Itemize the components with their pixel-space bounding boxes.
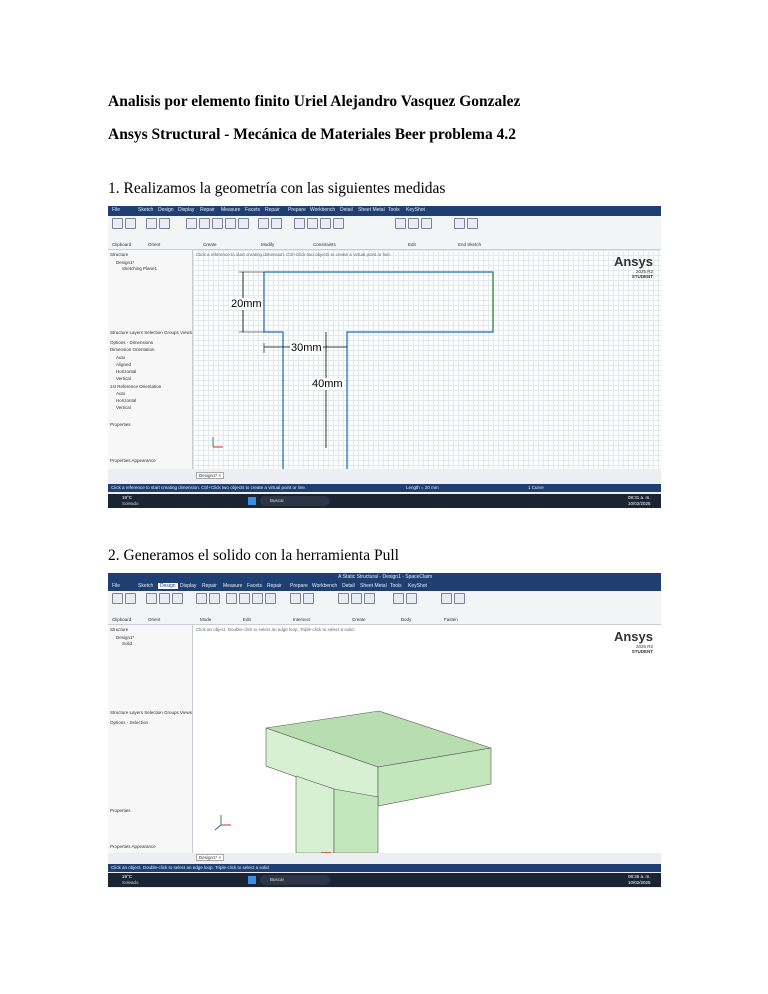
document-tab[interactable]: Design1* × xyxy=(196,472,224,479)
structure-header: Structure xyxy=(110,627,129,632)
ansys-logo-name: Ansys xyxy=(613,629,653,644)
axis-icon[interactable] xyxy=(351,593,362,604)
sketch-screenshot xyxy=(108,206,661,508)
solid-screenshot xyxy=(108,573,661,888)
cylinder-icon[interactable] xyxy=(406,593,417,604)
step-2-caption: 2. Generamos el solido con la herramienta Pull xyxy=(108,547,399,564)
tab-repair[interactable]: Repair xyxy=(202,583,217,589)
group-label-clipboard: Clipboard xyxy=(112,242,132,247)
copy-icon[interactable] xyxy=(125,593,136,604)
tab-tools[interactable]: Tools xyxy=(388,207,400,213)
home-icon[interactable] xyxy=(146,218,157,229)
home-icon[interactable] xyxy=(146,593,157,604)
left-panel xyxy=(108,250,193,469)
document-title: Analisis por elemento finito Uriel Alejandro Vasquez Gonzalez xyxy=(108,93,521,110)
step-1-caption: 1. Realizamos la geometría con las siguientes medidas xyxy=(108,180,446,197)
tree-item-design[interactable]: Design1* xyxy=(116,260,135,265)
group-label-create: Create xyxy=(203,242,217,247)
parallel-icon[interactable] xyxy=(307,218,318,229)
clipboard-tools[interactable] xyxy=(112,218,136,240)
group-label-orient: Orient xyxy=(148,617,161,622)
tab-file[interactable]: File xyxy=(112,583,121,589)
clock-time: 08:31 a. m. xyxy=(628,495,651,500)
document-subtitle: Ansys Structural - Mecánica de Materiales Beer problema 4.2 xyxy=(108,126,516,143)
option-1st-reference: 1st Reference Orientation xyxy=(110,384,162,389)
tab-prepare[interactable]: Prepare xyxy=(290,583,308,589)
title-and-tabs xyxy=(108,573,661,591)
clipboard-tools[interactable] xyxy=(112,593,136,615)
tab-display[interactable]: Display xyxy=(180,583,197,589)
taskbar-search-label: Buscar xyxy=(270,877,285,882)
group-label-create: Create xyxy=(352,617,366,622)
end-sketch-tools[interactable] xyxy=(454,218,478,240)
tab-measure[interactable]: Measure xyxy=(221,207,241,213)
left-panel xyxy=(108,625,193,853)
fasten-tools[interactable] xyxy=(441,593,465,615)
windows-taskbar xyxy=(108,494,661,508)
group-label-end-sketch: End Sketch xyxy=(458,242,482,247)
line-icon[interactable] xyxy=(186,218,197,229)
clock-time: 08:35 a. m. xyxy=(628,874,651,879)
checkmark-icon[interactable] xyxy=(467,218,478,229)
mode-tools[interactable] xyxy=(196,593,220,615)
tab-facets[interactable]: Facets xyxy=(247,583,263,589)
end-sketch-icon[interactable] xyxy=(454,218,465,229)
group-label-edit: Edit xyxy=(408,242,416,247)
weather-condition: Soleado xyxy=(122,501,139,506)
orient-tools[interactable] xyxy=(146,593,183,615)
sketch-canvas[interactable] xyxy=(193,250,661,469)
windows-taskbar xyxy=(108,873,661,887)
solid-fasten-icon[interactable] xyxy=(454,593,465,604)
tab-repair[interactable]: Repair xyxy=(200,207,215,213)
options-header: Options - Dimensions xyxy=(110,340,154,345)
option-auto[interactable]: Auto xyxy=(116,355,126,360)
tab-repair-2[interactable]: Repair xyxy=(267,583,282,589)
clock-date: 10/02/2025 xyxy=(628,880,651,885)
solid-mode-icon[interactable] xyxy=(209,593,220,604)
tab-repair-2[interactable]: Repair xyxy=(265,207,280,213)
web-side-face[interactable] xyxy=(334,789,378,853)
dimension-40mm[interactable]: 40mm xyxy=(312,378,343,390)
tab-display[interactable]: Display xyxy=(178,207,195,213)
tab-design[interactable]: Design xyxy=(160,583,176,589)
move-icon[interactable] xyxy=(421,218,432,229)
tab-sketch[interactable]: Sketch xyxy=(138,207,154,213)
group-label-body: Body xyxy=(401,617,412,622)
solid-model[interactable] xyxy=(193,625,661,853)
copy-icon[interactable] xyxy=(125,218,136,229)
tree-item-solid[interactable]: Solid xyxy=(122,641,133,646)
dimension-20mm[interactable]: 20mm xyxy=(231,298,262,310)
bottom-tabs[interactable]: Properties Appearance xyxy=(110,844,156,849)
tab-sketch[interactable]: Sketch xyxy=(138,583,154,589)
move-icon[interactable] xyxy=(252,593,263,604)
ansys-logo-version: 2025 R2 xyxy=(635,644,653,649)
dimension-icon[interactable] xyxy=(294,218,305,229)
properties-header: Properties xyxy=(110,808,131,813)
status-bar xyxy=(108,484,661,492)
tab-facets[interactable]: Facets xyxy=(245,207,261,213)
create-tools[interactable] xyxy=(186,218,249,240)
dimension-30mm[interactable]: 30mm xyxy=(291,342,322,354)
tab-sheet-metal[interactable]: Sheet Metal xyxy=(358,207,385,213)
constraint-tools[interactable] xyxy=(294,218,344,240)
ansys-logo-version: 2025 R2 xyxy=(635,269,653,274)
properties-header: Properties xyxy=(110,422,131,427)
fill-icon[interactable] xyxy=(265,593,276,604)
group-label-constraints: Constraints xyxy=(313,242,336,247)
create-tools[interactable] xyxy=(338,593,375,615)
panel-tabs[interactable]: Structure Layers Selection Groups Views xyxy=(110,330,192,335)
status-bar xyxy=(108,864,661,872)
canvas-hint: Click a reference to start creating dimension. Ctrl+Click two objects to create a virtual point or line. xyxy=(196,252,391,257)
windows-start-icon[interactable] xyxy=(248,876,256,884)
taskbar-search[interactable] xyxy=(260,875,330,885)
option-dimension-orientation: Dimension Orientation xyxy=(110,347,155,352)
ansys-logo-name: Ansys xyxy=(613,254,653,269)
ansys-logo-edition: STUDENT xyxy=(631,274,653,279)
t-profile-outline[interactable] xyxy=(264,272,493,469)
tab-design[interactable]: Design xyxy=(158,207,174,213)
option-vertical[interactable]: Vertical xyxy=(116,376,131,381)
weather-temp: 19°C xyxy=(122,495,133,500)
trim-icon[interactable] xyxy=(258,218,269,229)
bottom-tabs[interactable]: Properties Appearance xyxy=(110,458,156,463)
group-label-clipboard: Clipboard xyxy=(112,617,132,622)
status-message: Click a reference to start creating dimension. Ctrl+Click two objects to create a virtual point or line. xyxy=(111,485,306,490)
paste-icon[interactable] xyxy=(112,218,123,229)
tab-prepare[interactable]: Prepare xyxy=(288,207,306,213)
windows-start-icon[interactable] xyxy=(248,497,256,505)
edit-tools[interactable] xyxy=(395,218,432,240)
intersect-tools[interactable] xyxy=(290,593,314,615)
group-label-orient: Orient xyxy=(148,242,161,247)
rectangle-icon[interactable] xyxy=(212,218,223,229)
circle-icon[interactable] xyxy=(199,218,210,229)
equation-icon[interactable] xyxy=(393,593,404,604)
select-icon[interactable] xyxy=(226,593,237,604)
structure-header: Structure xyxy=(110,252,129,257)
option-aligned[interactable]: Aligned xyxy=(116,362,132,367)
paste-icon[interactable] xyxy=(112,593,123,604)
group-label-modify: Modify xyxy=(261,242,275,247)
group-label-mode: Mode xyxy=(200,617,212,622)
weather-temp: 19°C xyxy=(122,874,133,879)
tab-keyshot[interactable]: KeyShot xyxy=(408,583,427,589)
window-title: A:Static Structural - Design1 - SpaceClaim xyxy=(338,574,433,580)
tab-detail[interactable]: Detail xyxy=(340,207,353,213)
combine-icon[interactable] xyxy=(290,593,301,604)
taskbar-search[interactable] xyxy=(260,496,330,506)
group-label-intersect: Intersect xyxy=(293,617,311,622)
body-tools[interactable] xyxy=(393,593,417,615)
pull-icon[interactable] xyxy=(239,593,250,604)
ansys-logo-edition: STUDENT xyxy=(631,649,653,654)
tab-workbench[interactable]: Workbench xyxy=(310,207,336,213)
option-ref-vertical[interactable]: Vertical xyxy=(116,405,131,410)
taskbar-search-label: Buscar xyxy=(270,498,285,503)
arc-icon[interactable] xyxy=(225,218,236,229)
perpendicular-icon[interactable] xyxy=(320,218,331,229)
sketch-geometry xyxy=(193,250,661,469)
offset-icon[interactable] xyxy=(271,218,282,229)
plan-view-icon[interactable] xyxy=(159,218,170,229)
document-tab[interactable]: Design1* × xyxy=(196,854,224,861)
tangent-icon[interactable] xyxy=(333,218,344,229)
group-label-fasten: Fasten xyxy=(444,617,458,622)
split-icon[interactable] xyxy=(303,593,314,604)
select-icon[interactable] xyxy=(395,218,406,229)
tab-keyshot[interactable]: KeyShot xyxy=(406,207,425,213)
tab-tools[interactable]: Tools xyxy=(390,583,402,589)
sketch-mode-icon[interactable] xyxy=(196,593,207,604)
options-header: Options - Selection xyxy=(110,720,149,725)
clock-date: 10/02/2025 xyxy=(628,501,651,506)
shell-icon[interactable] xyxy=(364,593,375,604)
tree-item-sketching-plane[interactable]: Sketching Plane1 xyxy=(122,266,158,271)
status-selection: 1 Curve xyxy=(528,485,544,490)
status-message: Click an object. Double-click to select an edge loop. Triple-click to select a solid. xyxy=(111,865,270,870)
tab-sheet-metal[interactable]: Sheet Metal xyxy=(360,583,387,589)
modify-tools[interactable] xyxy=(258,218,282,240)
tab-measure[interactable]: Measure xyxy=(223,583,243,589)
panel-tabs[interactable]: Structure Layers Selection Groups Views xyxy=(110,710,192,715)
option-ref-auto[interactable]: Auto xyxy=(116,391,126,396)
plane-icon[interactable] xyxy=(338,593,349,604)
tab-detail[interactable]: Detail xyxy=(342,583,355,589)
model-canvas[interactable] xyxy=(193,625,661,853)
group-label-edit: Edit xyxy=(243,617,251,622)
pan-icon[interactable] xyxy=(159,593,170,604)
weather-condition: Soleado xyxy=(122,880,139,885)
ribbon xyxy=(108,216,661,250)
tab-file[interactable]: File xyxy=(112,207,121,213)
ribbon-tabs xyxy=(108,206,661,216)
triad-z-axis xyxy=(215,825,221,830)
tab-workbench[interactable]: Workbench xyxy=(312,583,338,589)
web-front-face[interactable] xyxy=(296,776,334,853)
option-horizontal[interactable]: Horizontal xyxy=(116,369,137,374)
zoom-icon[interactable] xyxy=(172,593,183,604)
ribbon xyxy=(108,591,661,625)
option-ref-horizontal[interactable]: Horizontal xyxy=(116,398,137,403)
flexible-icon[interactable] xyxy=(441,593,452,604)
polygon-icon[interactable] xyxy=(238,218,249,229)
orient-tools[interactable] xyxy=(146,218,170,240)
tree-item-design[interactable]: Design1* xyxy=(116,635,135,640)
edit-tools[interactable] xyxy=(226,593,276,615)
status-length: Length = 20 mm xyxy=(406,485,439,490)
pull-icon[interactable] xyxy=(408,218,419,229)
canvas-hint: Click an object. Double-click to select an edge loop. Triple-click to select a solid. xyxy=(196,627,355,632)
